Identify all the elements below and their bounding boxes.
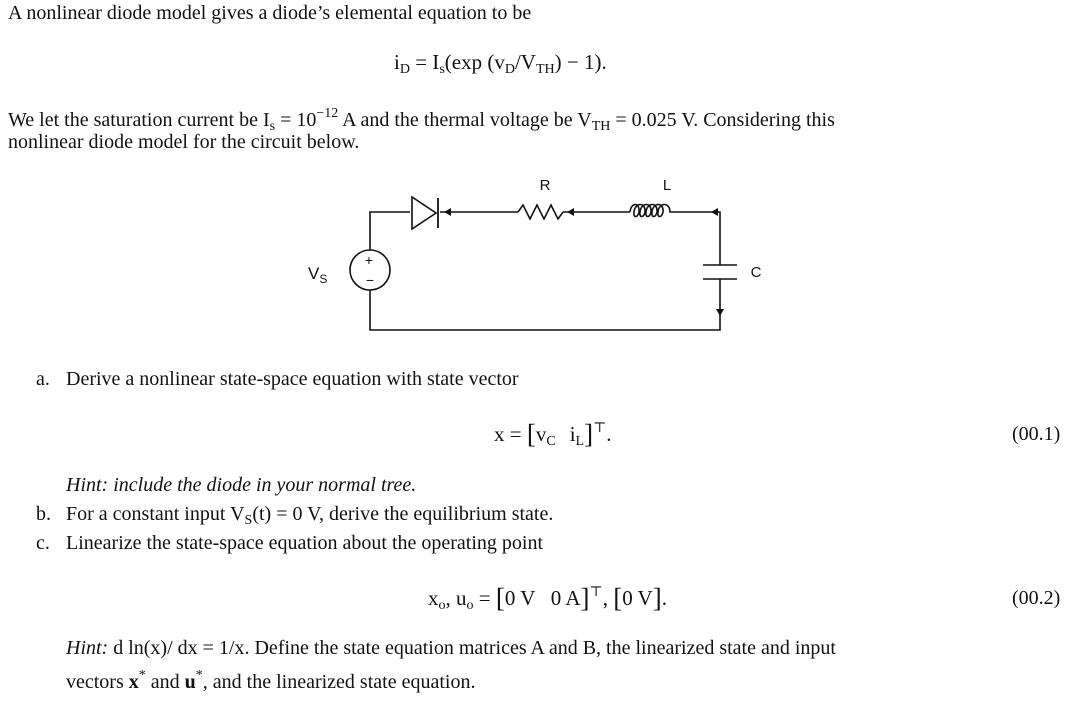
intro-line: A nonlinear diode model gives a diode’s elemental equation to be [8, 2, 532, 24]
eq-exp: (exp (v [444, 50, 505, 74]
eq-c-x: x [428, 586, 439, 610]
eq-c-rbracket-2: ] [652, 583, 662, 613]
arrow-resistor [567, 208, 574, 216]
params-exp: −12 [316, 106, 339, 121]
eq-a-i: i [569, 422, 576, 446]
part-a-hint: Hint: include the diode in your normal tree. [66, 474, 417, 496]
eq-a-transpose: ⊤ [593, 421, 607, 436]
eq-a-end: . [606, 422, 612, 446]
arrow-inductor [711, 208, 718, 216]
wire-top-right [671, 212, 720, 265]
arrow-capacitor [716, 309, 724, 316]
eq-equals-is: = I [409, 50, 440, 74]
eq-c-end: . [661, 586, 667, 610]
eq-a-v: v [535, 422, 547, 446]
hint2-b: and [145, 671, 185, 693]
eq-c-lbracket-2: [ [613, 583, 623, 613]
resistor-label: R [539, 177, 551, 194]
operating-point-equation [428, 584, 667, 614]
eq-tail: ) − 1). [554, 50, 607, 74]
eq-c-transpose: ⊤ [589, 585, 603, 600]
eq-c-rbracket: ] [580, 583, 590, 613]
inductor-coil [630, 205, 671, 217]
equation-number-2: (00.2) [1012, 587, 1061, 609]
part-c-hint-line-2 [66, 663, 475, 695]
eq-a-eq: = [504, 422, 527, 446]
params-p1: We let the saturation current be I [8, 109, 270, 131]
part-c-marker: c. [36, 532, 50, 554]
eq-c-lbracket: [ [495, 583, 505, 613]
eq-is-sub: s [439, 62, 445, 77]
hint2-star1: * [138, 668, 146, 683]
part-b-t1: For a constant input V [66, 503, 245, 525]
eq-id-sub: D [399, 62, 410, 77]
params-is-sub: s [269, 119, 276, 134]
hint-rest: = 1/x. Define the state equation matrices A and B, the linearized state and input [197, 637, 836, 659]
wire-top-left [370, 212, 410, 250]
wire-right-bottom [370, 279, 720, 330]
hint-derivative: d ln(x)/ dx [113, 637, 198, 659]
resistor-zigzag [518, 205, 563, 219]
eq-a-v-sub: C [546, 434, 556, 449]
hint2-x: x [128, 671, 139, 693]
eq-a-i-sub: L [575, 434, 585, 449]
state-vector-equation [494, 420, 612, 450]
eq-c-x-sub: o [438, 598, 446, 613]
equation-number-1: (00.1) [1012, 423, 1061, 445]
eq-a-rbracket: ] [584, 419, 594, 449]
eq-a-lbracket: [ [526, 419, 536, 449]
eq-a-x: x [494, 422, 505, 446]
eq-c-comma: , [445, 586, 456, 610]
params-p3: A and the thermal voltage be V [338, 109, 592, 131]
source-label-v: V [308, 264, 320, 283]
hint2-star2: * [195, 668, 203, 683]
eq-c-eq: = [473, 586, 496, 610]
arrow-diode [444, 208, 451, 216]
eq-slash-v: /V [514, 50, 536, 74]
circuit-diagram [290, 168, 790, 338]
source-plus: + [364, 252, 374, 268]
hint2-c: , and the linearized state equation. [202, 671, 476, 693]
part-b-marker: b. [36, 503, 51, 525]
part-a-text: Derive a nonlinear state-space equation with state vector [66, 368, 519, 390]
capacitor-label: C [750, 264, 762, 281]
part-a-marker: a. [36, 368, 50, 390]
params-p4: = 0.025 V. Considering this [610, 109, 835, 131]
params-vth-sub: TH [591, 119, 611, 134]
params-p2: = 10 [275, 109, 317, 131]
eq-c-mid: , [602, 586, 614, 610]
eq-c-vec: 0 V 0 A [504, 586, 581, 610]
eq-id: i [394, 50, 400, 74]
eq-vth-sub: TH [535, 62, 555, 77]
params-line-2: nonlinear diode model for the circuit below. [8, 131, 360, 153]
part-c-hint-line-1 [66, 635, 836, 661]
source-label-sub: S [319, 272, 328, 286]
diode-equation [394, 50, 607, 78]
hint2-a: vectors [66, 671, 129, 693]
hint2-u: u [184, 671, 196, 693]
part-b-sub: S [244, 513, 253, 528]
eq-c-u0: 0 V [622, 586, 653, 610]
diode-triangle [412, 197, 436, 229]
eq-c-u: u [456, 586, 467, 610]
eq-c-u-sub: o [466, 598, 474, 613]
part-b-t2: (t) = 0 V, derive the equilibrium state. [252, 503, 554, 525]
hint-label: Hint: [66, 637, 114, 659]
eq-vd-sub: D [504, 62, 515, 77]
source-label [308, 264, 327, 286]
source-minus: − [365, 272, 375, 288]
inductor-label: L [662, 177, 672, 194]
part-c-text: Linearize the state-space equation about the operating point [66, 532, 544, 554]
